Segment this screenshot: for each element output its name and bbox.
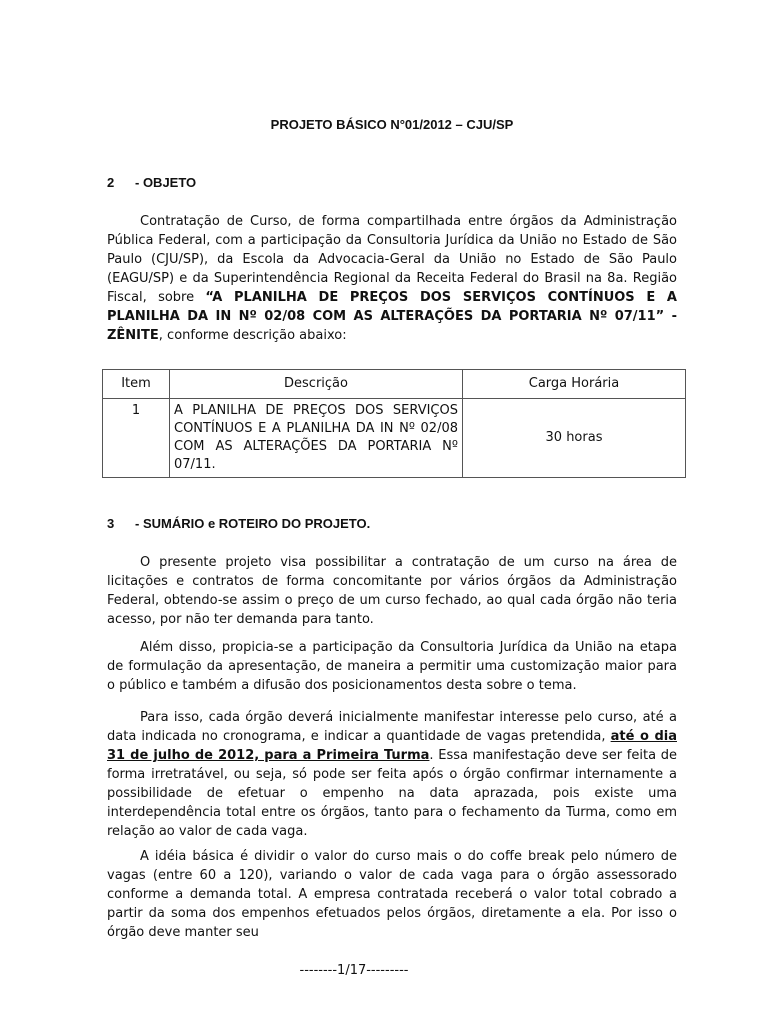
document-title: PROJETO BÁSICO N°01/2012 – CJU/SP [270, 117, 514, 132]
paragraph-3-text-end: . Essa manifestação deve ser feita de forma irretratável, ou seja, só pode ser feita após o órgão confirmar internamente a possibilidade de efetuar o empenho na data aprazada, pois existe uma interdependência total entre os órgãos, tanto para o fechamento da Turma, como em relação ao valor de cada vaga. [107, 748, 677, 839]
paragraph-4-text: A idéia básica é dividir o valor do curso mais o do coffe break pelo número de vagas (entre 60 a 120), variando o valor de cada vaga para o órgão assessorado conforme a demanda total. A empresa contratada receberá o valor total cobrado a partir da soma dos empenhos efetuados pelos órgãos, diretamente a ela. Por isso o órgão deve manter seu [107, 849, 677, 940]
section-3-heading [107, 514, 370, 533]
objeto-text-end: , conforme descrição abaixo: [158, 328, 347, 343]
page-number-footer: --------1/17--------- [299, 963, 409, 978]
header-carga-horaria: Carga Horária [463, 370, 686, 399]
section-3-paragraph-3 [107, 708, 677, 841]
section-2-number: 2 [107, 175, 115, 190]
section-3-paragraph-1 [107, 553, 677, 629]
table-row [103, 399, 686, 478]
header-descricao: Descrição [170, 370, 463, 399]
cell-item: 1 [103, 399, 170, 478]
paragraph-1-text: O presente projeto visa possibilitar a contratação de um curso na área de licitações e contratos de forma concomitante por vários órgãos da Administração Federal, obtendo-se assim o preço de um curso fechado, ao qual cada órgão não teria acesso, por não ter demanda para tanto. [107, 555, 677, 627]
cell-descricao: A PLANILHA DE PREÇOS DOS SERVIÇOS CONTÍNUOS E A PLANILHA DA IN Nº 02/08 COM AS ALTERAÇÕES DA PORTARIA Nº 07/11. [170, 399, 463, 478]
paragraph-3-text: Para isso, cada órgão deverá inicialmente manifestar interesse pelo curso, até a data indicada no cronograma, e indicar a quantidade de vagas pretendida, [107, 710, 677, 744]
paragraph-2-text: Além disso, propicia-se a participação da Consultoria Jurídica da União na etapa de formulação da apresentação, de maneira a permitir uma customização maior para o público e também a difusão dos posicionamentos desta sobre o tema. [107, 640, 677, 693]
section-2-paragraph [107, 212, 677, 345]
section-2-heading [107, 173, 196, 192]
section-3-paragraph-2 [107, 638, 677, 695]
deadline-highlight: até o dia 31 de julho de 2012, para a Primeira Turma [107, 729, 677, 763]
items-table [102, 369, 686, 478]
header-item: Item [103, 370, 170, 399]
section-2-title: - OBJETO [135, 175, 197, 190]
objeto-text: Contratação de Curso, de forma compartilhada entre órgãos da Administração Pública Federal, com a participação da Consultoria Jurídica da União no Estado de São Paulo (CJU/SP), da Escola da Advocacia-Geral da União no Estado de São Paulo (EAGU/SP) e da Superintendência Regional da Receita Federal do Brasil na 8a. Região Fiscal, sobre [107, 214, 677, 305]
objeto-course-title: “A PLANILHA DE PREÇOS DOS SERVIÇOS CONTÍNUOS E A PLANILHA DA IN Nº 02/08 COM AS ALTERAÇÕES DA PORTARIA Nº 07/11” - ZÊNITE [107, 290, 677, 343]
section-3-title: - SUMÁRIO e ROTEIRO DO PROJETO. [135, 516, 371, 531]
section-3-number: 3 [107, 516, 115, 531]
section-3-paragraph-4 [107, 847, 677, 942]
table-header-row [103, 370, 686, 399]
cell-carga-horaria: 30 horas [463, 399, 686, 478]
